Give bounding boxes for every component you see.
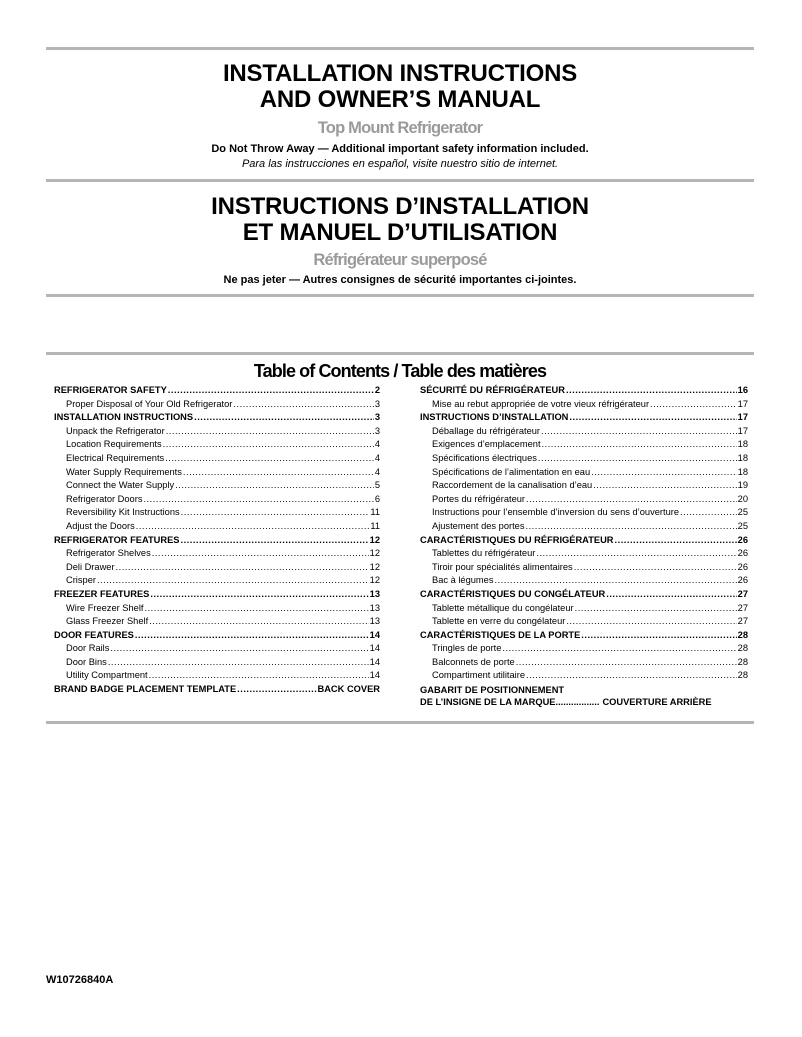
toc-entry [54, 615, 380, 629]
toc-entry [420, 629, 748, 643]
toc-leader-dots [569, 411, 736, 425]
toc-entry-page: 16 [737, 385, 748, 395]
toc-leader-dots [145, 602, 369, 616]
toc-leader-dots [149, 615, 369, 629]
toc-leader-dots [536, 547, 736, 561]
toc-leader-dots [194, 411, 374, 425]
toc-leader-dots [574, 561, 737, 575]
toc-entry-page: 28 [737, 670, 748, 681]
toc-entry-page: 13 [369, 588, 380, 599]
toc-entry-page: 26 [737, 534, 748, 545]
toc-entry [420, 466, 748, 480]
toc-entry-label: BRAND BADGE PLACEMENT TEMPLATE [54, 684, 237, 695]
toc-leader-dots [526, 493, 737, 507]
toc-entry-page: 20 [737, 493, 748, 504]
toc-entry-page: 12 [369, 534, 380, 545]
toc-entry-label: Tablettes du réfrigérateur [432, 548, 536, 559]
toc-leader-dots [650, 398, 737, 412]
toc-entry [54, 588, 380, 602]
toc-entry-page: 25 [737, 520, 748, 531]
english-notice: Do Not Throw Away — Additional important safety information included. [211, 143, 589, 155]
toc-entry [54, 534, 380, 548]
toc-entry-label: INSTRUCTIONS D’INSTALLATION [420, 412, 569, 423]
toc-entry-label: Portes du réfrigérateur [432, 493, 526, 504]
toc-entry [54, 438, 380, 452]
toc-entry-page: 18 [737, 466, 748, 477]
toc-leader-dots [516, 656, 737, 670]
toc-entry-label: Balconnets de porte [432, 656, 515, 667]
toc-entry-label-line1: GABARIT DE POSITIONNEMENT [420, 685, 565, 696]
toc-entry-label: Refrigerator Doors [66, 493, 143, 504]
toc-entry-label: Electrical Requirements [66, 452, 165, 463]
toc-entry-page: 28 [737, 629, 748, 640]
toc-entry-page: 27 [737, 588, 748, 599]
toc-entry-label: Proper Disposal of Your Old Refrigerator [66, 398, 233, 409]
toc-entry-label: Raccordement de la canalisation d’eau [432, 480, 593, 491]
toc-entry [420, 438, 748, 452]
toc-entry [420, 479, 748, 493]
toc-leader-dots [615, 534, 737, 548]
toc-entry-label: CARACTÉRISTIQUES DE LA PORTE [420, 629, 581, 640]
toc-entry-page: 12 [369, 548, 380, 559]
toc-entry-label: INSTALLATION INSTRUCTIONS [54, 412, 194, 423]
toc-english-column [54, 384, 380, 697]
toc-leader-dots [538, 452, 737, 466]
toc-entry-page: COUVERTURE ARRIÈRE [602, 697, 712, 708]
toc-leader-dots [110, 642, 368, 656]
toc-entry [420, 547, 748, 561]
toc-entry-page: 3 [374, 425, 380, 436]
toc-entry-page: 28 [737, 656, 748, 667]
toc-entry [54, 506, 380, 520]
french-title-line1: INSTRUCTIONS D’INSTALLATION [211, 193, 589, 220]
toc-entry-label: Crisper [66, 575, 96, 586]
toc-leader-dots [136, 520, 370, 534]
toc-entry [420, 574, 748, 588]
toc-leader-dots [175, 479, 374, 493]
toc-top-rule [46, 352, 754, 355]
toc-entry-label: Instructions pour l’ensemble d’inversion du sens d’ouverture [432, 507, 680, 518]
document-number: W10726840A [46, 974, 114, 986]
toc-entry-label: Connect the Water Supply [66, 480, 175, 491]
toc-entry-page: 17 [737, 398, 748, 409]
toc-leader-dots [581, 629, 736, 643]
toc-entry-label: Wire Freezer Shelf [66, 602, 144, 613]
toc-entry [54, 466, 380, 480]
toc-entry [420, 656, 748, 670]
toc-entry [420, 411, 748, 425]
toc-leader-dots [181, 506, 370, 520]
toc-entry-label: Tringles de porte [432, 643, 502, 654]
toc-entry-page: 4 [374, 466, 380, 477]
toc-entry [420, 425, 748, 439]
french-title-line2: ET MANUEL D’UTILISATION [242, 219, 558, 246]
toc-entry-page: 28 [737, 643, 748, 654]
toc-entry-page: 25 [737, 507, 748, 518]
toc-entry-label: Tiroir pour spécialités alimentaires [432, 561, 573, 572]
toc-entry-page: BACK COVER [317, 684, 380, 695]
english-title-line2: AND OWNER’S MANUAL [259, 86, 541, 113]
toc-leader-dots [181, 534, 369, 548]
toc-entry-page: 3 [374, 412, 380, 423]
toc-entry [54, 384, 380, 398]
toc-leader-dots [108, 656, 369, 670]
toc-leader-dots [680, 506, 737, 520]
french-notice: Ne pas jeter — Autres consignes de sécurité importantes ci-jointes. [223, 274, 577, 286]
toc-entry [420, 615, 748, 629]
toc-leader-dots [502, 642, 736, 656]
toc-entry-page: 4 [374, 439, 380, 450]
toc-entry-page: 26 [737, 548, 748, 559]
toc-leader-dots [566, 615, 736, 629]
toc-entry [420, 588, 748, 602]
spanish-notice: Para las instrucciones en español, visite nuestro sitio de internet. [241, 158, 559, 170]
toc-entry-page: 19 [737, 480, 748, 491]
toc-entry [54, 547, 380, 561]
toc-entry-page: 17 [737, 425, 748, 436]
toc-entry-page: 2 [374, 385, 380, 395]
toc-leader-dots [168, 384, 374, 398]
toc-entry-label: CARACTÉRISTIQUES DU CONGÉLATEUR [420, 588, 606, 599]
toc-entry-label: Ajustement des portes [432, 520, 525, 531]
toc-entry [54, 425, 380, 439]
toc-entry [54, 683, 380, 697]
toc-entry [420, 602, 748, 616]
toc-entry-line2 [420, 696, 748, 708]
toc-leader-dots [116, 561, 369, 575]
toc-entry-page: 11 [370, 520, 380, 531]
toc-leader-dots [143, 493, 373, 507]
toc-entry-label: Adjust the Doors [66, 520, 135, 531]
toc-leader-dots [526, 520, 737, 534]
toc-entry [420, 398, 748, 412]
toc-entry [54, 452, 380, 466]
toc-entry-label: Location Requirements [66, 439, 162, 450]
toc-entry-page: 27 [737, 616, 748, 627]
toc-entry [420, 534, 748, 548]
toc-entry-page: 12 [369, 575, 380, 586]
toc-leader-dots [593, 479, 736, 493]
toc-entry [54, 669, 380, 683]
toc-entry-label: Déballage du réfrigérateur [432, 425, 541, 436]
toc-leader-dots [149, 669, 369, 683]
toc-entry-page: 5 [374, 480, 380, 491]
toc-entry [54, 411, 380, 425]
toc-entry-page: 14 [369, 670, 380, 681]
toc-entry-label: Glass Freezer Shelf [66, 616, 149, 627]
toc-entry-page: 14 [369, 656, 380, 667]
toc-bottom-rule [46, 721, 754, 724]
toc-entry-label: Unpack the Refrigerator [66, 425, 165, 436]
toc-entry [54, 561, 380, 575]
toc-entry-label: Compartiment utilitaire [432, 670, 526, 681]
toc-entry-label: Door Rails [66, 643, 110, 654]
toc-entry [54, 642, 380, 656]
toc-entry [54, 602, 380, 616]
toc-entry-label: Exigences d’emplacement [432, 439, 541, 450]
toc-entry [420, 506, 748, 520]
toc-entry-page: 14 [369, 629, 380, 640]
toc-entry-label-line2: DE L’INSIGNE DE LA MARQUE [420, 697, 556, 708]
toc-entry-label: Tablette en verre du congélateur [432, 616, 566, 627]
toc-entry-label: CARACTÉRISTIQUES DU RÉFRIGÉRATEUR [420, 534, 614, 545]
toc-entry-label: Mise au rebut appropriée de votre vieux réfrigérateur [432, 398, 650, 409]
toc-entry-page: 18 [737, 439, 748, 450]
middle-rule-1 [46, 179, 754, 182]
toc-entry [420, 452, 748, 466]
toc-entry-page: 11 [370, 507, 380, 518]
toc-entry-page: 26 [737, 561, 748, 572]
toc-leader-dots [163, 438, 374, 452]
toc-leader-dots [183, 466, 374, 480]
toc-french-column [420, 384, 748, 708]
toc-entry-badge-template [420, 684, 748, 708]
toc-title: Table of Contents / Table des matières [253, 361, 547, 381]
toc-entry [54, 520, 380, 534]
toc-entry-page: 6 [374, 493, 380, 504]
toc-leader-dots [495, 574, 737, 588]
toc-entry-page: 4 [374, 452, 380, 463]
toc-entry-label: REFRIGERATOR SAFETY [54, 385, 167, 395]
toc-entry [420, 669, 748, 683]
toc-entry [420, 520, 748, 534]
middle-rule-2 [46, 294, 754, 297]
toc-entry-label: DOOR FEATURES [54, 629, 134, 640]
toc-entry-label: Bac à légumes [432, 575, 494, 586]
toc-entry-label: Water Supply Requirements [66, 466, 182, 477]
toc-leader-dots [150, 588, 368, 602]
toc-leader-dots [97, 574, 369, 588]
top-rule [46, 47, 754, 50]
toc-entry-page: 13 [369, 602, 380, 613]
toc-entry-label: Door Bins [66, 656, 107, 667]
toc-entry [54, 493, 380, 507]
toc-leader-dots [233, 398, 373, 412]
toc-leader-dots [542, 438, 737, 452]
toc-leader-dots [591, 466, 737, 480]
toc-entry-label: Spécifications de l’alimentation en eau [432, 466, 591, 477]
toc-leader-dots [166, 425, 374, 439]
toc-entry [54, 479, 380, 493]
toc-leader-dots [575, 602, 737, 616]
toc-leader-dots [541, 425, 737, 439]
toc-entry-label: SÉCURITÉ DU RÉFRIGÉRATEUR [420, 385, 565, 395]
toc-entry-label: FREEZER FEATURES [54, 588, 150, 599]
toc-entry-label: REFRIGERATOR FEATURES [54, 534, 180, 545]
toc-entry-page: 12 [369, 561, 380, 572]
toc-leader-dots [165, 452, 374, 466]
toc-entry-label: Reversibility Kit Instructions [66, 507, 180, 518]
toc-entry-page: 18 [737, 452, 748, 463]
toc-entry [54, 629, 380, 643]
toc-entry-label: Tablette métallique du congélateur [432, 602, 574, 613]
french-subtitle: Réfrigérateur superposé [313, 251, 487, 269]
toc-entry-page: 14 [369, 643, 380, 654]
toc-entry-page: 17 [737, 412, 748, 423]
toc-entry-page: 13 [369, 616, 380, 627]
toc-entry [420, 642, 748, 656]
english-title-line1: INSTALLATION INSTRUCTIONS [222, 60, 578, 87]
toc-entry [420, 561, 748, 575]
toc-leader-dots [526, 669, 737, 683]
toc-leader-dots [606, 588, 736, 602]
toc-leader-dots [566, 384, 737, 398]
toc-leader-dots [237, 683, 316, 697]
toc-entry-label: Utility Compartment [66, 670, 148, 681]
toc-entry [420, 493, 748, 507]
toc-entry-label: Deli Drawer [66, 561, 115, 572]
toc-entry-page: 27 [737, 602, 748, 613]
toc-entry-label: Spécifications électriques [432, 452, 537, 463]
toc-leader-dots [135, 629, 369, 643]
toc-entry [54, 574, 380, 588]
toc-leader-dots [152, 547, 369, 561]
toc-entry [54, 398, 380, 412]
toc-entry [420, 384, 748, 398]
toc-entry-label: Refrigerator Shelves [66, 548, 151, 559]
toc-entry [54, 656, 380, 670]
english-subtitle: Top Mount Refrigerator [317, 119, 483, 137]
toc-entry-page: 26 [737, 575, 748, 586]
toc-entry-page: 3 [374, 398, 380, 409]
toc-leader-dots: ................. [555, 697, 600, 708]
